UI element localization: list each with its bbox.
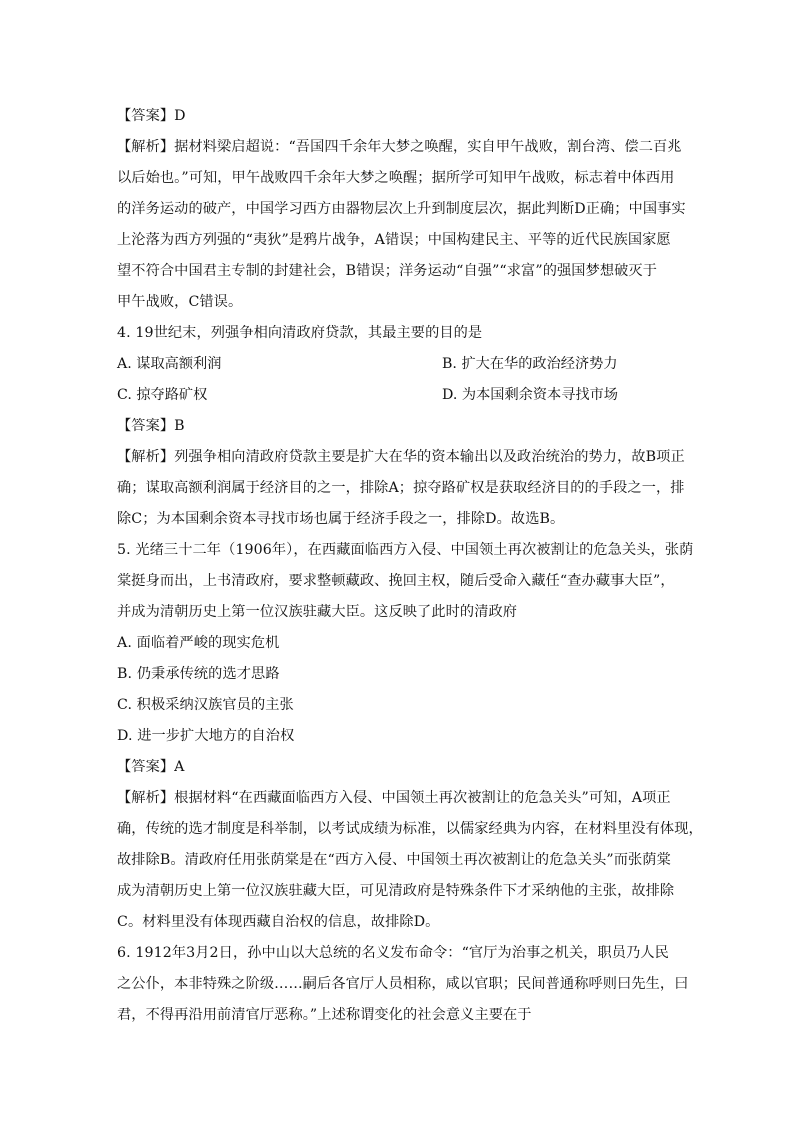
text-line: 成为清朝历史上第一位汉族驻藏大臣，可见清政府是特殊条件下才采纳他的主张，故排除 xyxy=(117,883,675,899)
text-line: 5. 光绪三十二年（1906年），在西藏面临西方入侵、中国领土再次被割让的危急关头，张荫 xyxy=(117,542,694,558)
text-line: 以后始也。”可知，甲午战败四千余年大梦之唤醒；据所学可知甲午战败，标志着中体西用 xyxy=(117,170,675,186)
text-line: 确；谋取高额利润属于经济目的之一，排除A；掠夺路矿权是获取经济目的的手段之一，排 xyxy=(117,480,685,496)
text-line: C. 积极采纳汉族官员的主张 xyxy=(117,697,294,713)
option-row xyxy=(117,349,679,380)
text-line: 棠挺身而出，上书清政府，要求整顿藏政、挽回主权，随后受命入藏任“查办藏事大臣”， xyxy=(117,573,675,589)
text-line: 甲午战败，C错误。 xyxy=(117,294,243,310)
option-text: B. 扩大在华的政治经济势力 xyxy=(442,356,618,372)
option-row xyxy=(117,380,679,411)
text-line: 【答案】D xyxy=(117,108,186,124)
text-line: 4. 19世纪末，列强争相向清政府贷款，其最主要的目的是 xyxy=(117,325,483,341)
document-page xyxy=(117,101,703,1031)
text-line: 之公仆，本非特殊之阶级……嗣后各官厅人员相称，咸以官职；民间普通称呼则曰先生，曰 xyxy=(117,976,689,992)
text-line: C。材料里没有体现西藏自治权的信息，故排除D。 xyxy=(117,914,440,930)
text-line: 上沦落为西方列强的“夷狄”是鸦片战争，A错误；中国构建民主、平等的近代民族国家愿 xyxy=(117,232,671,248)
option-text: A. 谋取高额利润 xyxy=(117,356,222,372)
text-line: 【答案】B xyxy=(117,418,185,434)
text-line: 【解析】根据材料“在西藏面临西方入侵、中国领土再次被割让的危急关头”可知，A项正 xyxy=(117,790,671,806)
option-text: D. 为本国剩余资本寻找市场 xyxy=(442,387,618,403)
text-line: 故排除B。清政府任用张荫棠是在“西方入侵、中国领土再次被割让的危急关头”而张荫棠 xyxy=(117,852,671,868)
option-text: C. 掠夺路矿权 xyxy=(117,387,208,403)
text-line: 并成为清朝历史上第一位汉族驻藏大臣。这反映了此时的清政府 xyxy=(117,604,518,620)
text-line: B. 仍秉承传统的选才思路 xyxy=(117,666,280,682)
text-line: 确，传统的选才制度是科举制，以考试成绩为标准，以儒家经典为内容，在材料里没有体现， xyxy=(117,821,703,837)
text-line: 君，不得再沿用前清官厅恶称。”上述称谓变化的社会意义主要在于 xyxy=(117,1007,532,1023)
text-line: D. 进一步扩大地方的自治权 xyxy=(117,728,295,744)
text-line: 【解析】列强争相向清政府贷款主要是扩大在华的资本输出以及政治统治的势力，故B项正 xyxy=(117,449,685,465)
text-line: 6. 1912年3月2日，孙中山以大总统的名义发布命令：“官厅为治事之机关，职员乃人民 xyxy=(117,945,669,961)
text-line: 除C；为本国剩余资本寻找市场也属于经济手段之一，排除D。故选B。 xyxy=(117,511,565,527)
text-line: 的洋务运动的破产，中国学习西方由器物层次上升到制度层次，据此判断D正确；中国事实 xyxy=(117,201,686,217)
text-line: 望不符合中国君主专制的封建社会，B错误；洋务运动“自强”“求富”的强国梦想破灭于 xyxy=(117,263,658,279)
text-line: 【答案】A xyxy=(117,759,185,775)
text-line: A. 面临着严峻的现实危机 xyxy=(117,635,280,651)
text-line: 【解析】据材料梁启超说：“吾国四千余年大梦之唤醒，实自甲午战败，割台湾、偿二百兆 xyxy=(117,139,682,155)
